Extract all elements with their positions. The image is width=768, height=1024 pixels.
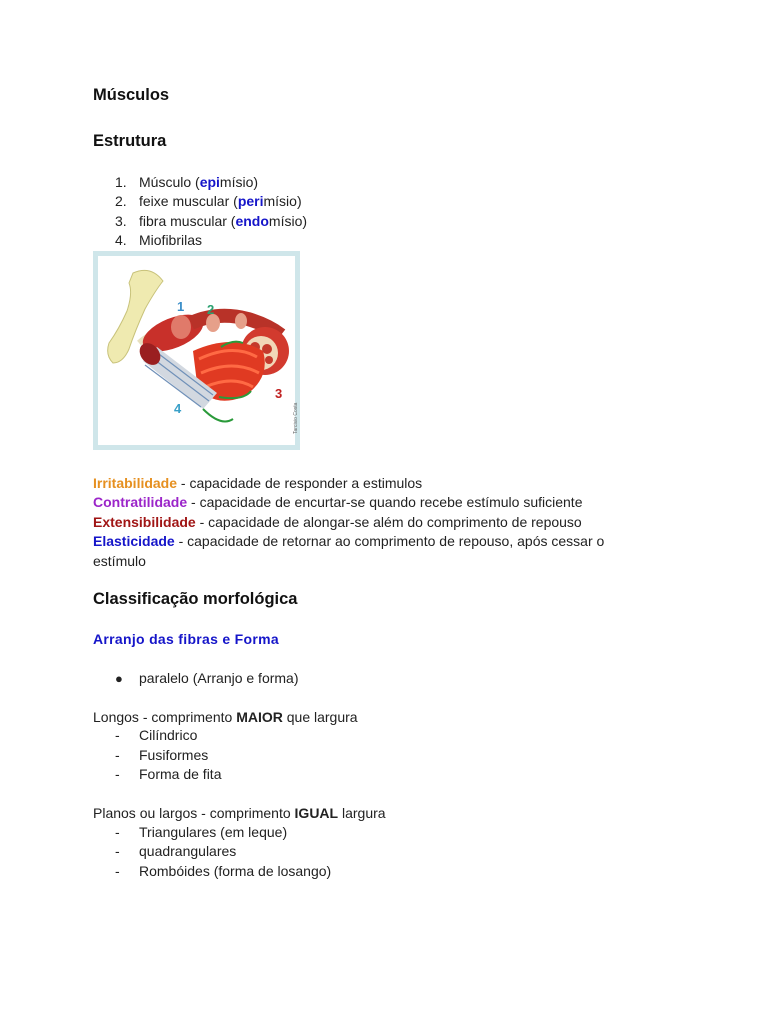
bullet-dot: ● <box>115 671 123 686</box>
figure-label-2: 2 <box>207 302 215 317</box>
list-number: 2. <box>115 193 127 209</box>
planos-item-quadrangulares: quadrangulares <box>139 843 237 859</box>
figure-label-3: 3 <box>275 386 283 401</box>
list-number: 4. <box>115 232 127 248</box>
figure-label-1: 1 <box>177 299 185 314</box>
figure-label-4: 4 <box>174 401 182 416</box>
dash-marker: - <box>115 766 120 782</box>
list-number: 1. <box>115 174 127 190</box>
list-item-feixe: feixe muscular (perimísio) <box>139 193 302 209</box>
list-item-fibra: fibra muscular (endomísio) <box>139 213 308 229</box>
property-elasticidade: Elasticidade - capacidade de retornar ao comprimento de repouso, após cessar o <box>93 533 605 549</box>
subheading-arranjo: Arranjo das fibras e Forma <box>93 631 279 647</box>
page-title: Músculos <box>93 86 170 104</box>
longos-item-cilindrico: Cilíndrico <box>139 727 198 743</box>
longos-item-fusiformes: Fusiformes <box>139 747 209 763</box>
longos-item-fita: Forma de fita <box>139 766 222 782</box>
dash-marker: - <box>115 843 120 859</box>
dash-marker: - <box>115 747 120 763</box>
bullet-item-paralelo: paralelo (Arranjo e forma) <box>139 670 299 686</box>
list-item-musculo: Músculo (epimísio) <box>139 174 259 190</box>
figure-credit: Tarcisio Costa <box>293 402 299 434</box>
planos-item-romboides: Rombóides (forma de losango) <box>139 863 332 879</box>
section-heading-classificacao: Classificação morfológica <box>93 590 298 608</box>
planos-item-triangulares: Triangulares (em leque) <box>139 824 288 840</box>
dash-marker: - <box>115 727 120 743</box>
dash-marker: - <box>115 824 120 840</box>
property-irritabilidade: Irritabilidade - capacidade de responder a estimulos <box>93 475 423 491</box>
longos-line: Longos - comprimento MAIOR que largura <box>93 709 358 725</box>
property-contratilidade: Contratilidade - capacidade de encurtar-se quando recebe estímulo suficiente <box>93 494 583 510</box>
planos-line: Planos ou largos - comprimento IGUAL largura <box>93 805 386 821</box>
dash-marker: - <box>115 863 120 879</box>
property-extensibilidade: Extensibilidade - capacidade de alongar-se além do comprimento de repouso <box>93 514 582 530</box>
section-heading-estrutura: Estrutura <box>93 132 167 150</box>
list-number: 3. <box>115 213 127 229</box>
property-elasticidade-wrap: estímulo <box>93 553 146 569</box>
list-item-miofibrilas: Miofibrilas <box>139 232 203 248</box>
muscle-structure-illustration <box>93 251 300 450</box>
